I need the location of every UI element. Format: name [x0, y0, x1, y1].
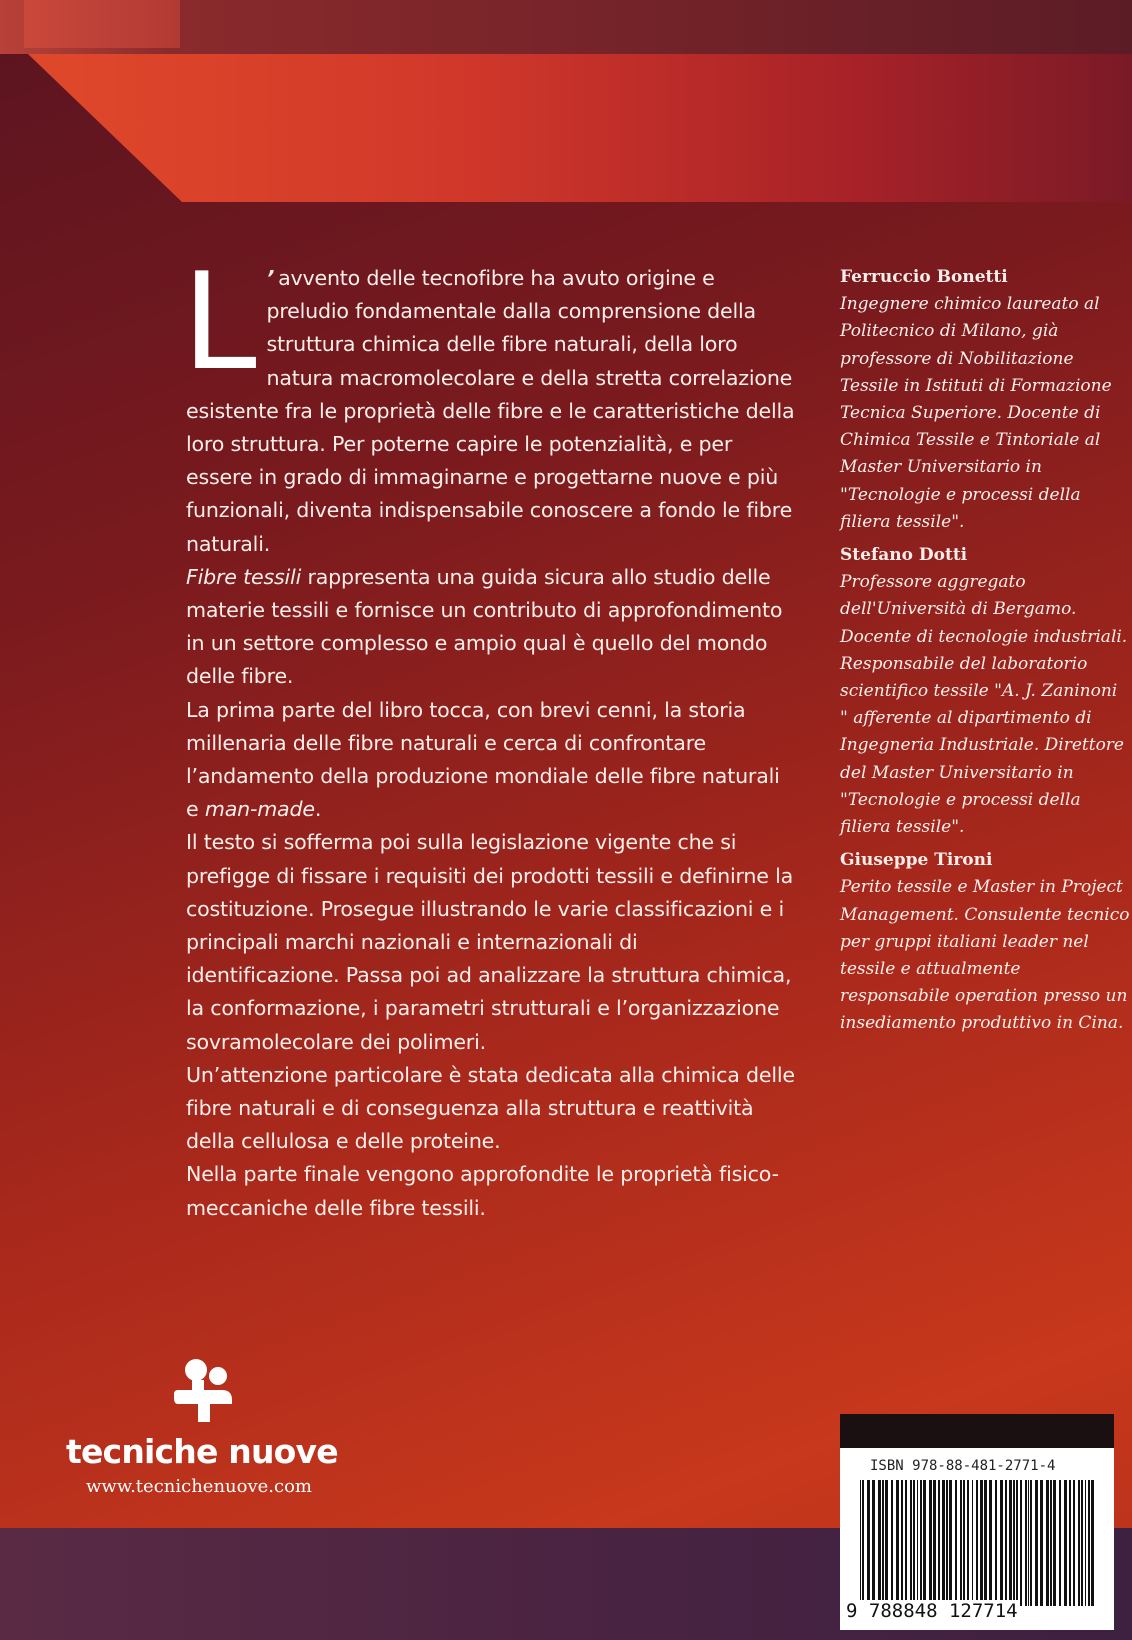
author-name: Ferruccio Bonetti [840, 267, 1008, 287]
author-bio: Ingegnere chimico laureato al Politecnico di Milano, già professore di Nobilitazione Tessile in Istituti di Formazione Tecnica Superiore. Docente di Chimica Tessile e Tintoriale al Master Universitario in "Tecnologie e processi della filiera tessile". [840, 294, 1112, 532]
publisher-url[interactable]: www.tecnichenuove.com [86, 1476, 313, 1497]
author-entry [840, 847, 1130, 1037]
author-name: Giuseppe Tironi [840, 850, 993, 871]
authors-column [840, 264, 1130, 1044]
barcode-bars [858, 1480, 1098, 1606]
ribbon-banner [0, 54, 1132, 202]
barcode-header-strip [840, 1414, 1114, 1448]
author-entry [840, 542, 1130, 841]
description-text [182, 244, 796, 1225]
paragraph-3: La prima parte del libro tocca, con brevi cenni, la storia millenaria delle fibre naturali e cerca di confrontare l’andamento della produzione mondiale delle fibre naturali e man-made. [186, 697, 780, 822]
publisher-name: tecniche nuove [66, 1432, 338, 1471]
author-entry [840, 264, 1130, 536]
paragraph-4: Il testo si sofferma poi sulla legislazione vigente che si prefigge di fissare i requisiti dei prodotti tessili e definirne la costituzione. Prosegue illustrando le varie classificazioni e i principali marchi nazionali e internazionali di identificazione. Passa poi ad analizzare la struttura chimica, la conformazione, i parametri strutturali e l’organizzazione sovramolecolare dei polimeri. [186, 830, 794, 1054]
publisher-cross-icon [170, 1354, 240, 1424]
author-bio: Professore aggregato dell'Università di Bergamo. Docente di tecnologie industriali. Responsabile del laboratorio scientifico tessile "A. J. Zaninoni " afferente al dipartimento di Ingegneria Industriale. Direttore del Master Universitario in "Tecnologie e processi della filiera tessile". [840, 572, 1128, 838]
paragraph-6: Nella parte finale vengono approfondite le proprietà fisico-meccaniche delle fibre tessili. [186, 1162, 779, 1220]
paragraph-1: ’ avvento delle tecnofibre ha avuto origine e preludio fondamentale dalla comprensione della struttura chimica delle fibre naturali, della loro natura macromolecolare e della stretta correlazione esistente fra le proprietà delle fibre e le caratteristiche della loro struttura. Per poterne capire le potenzialità, e per essere in grado di immaginarne e progettarne nuove e più funzionali, diventa indispensabile conoscere a fondo le fibre naturali. [186, 266, 795, 556]
author-name: Stefano Dotti [840, 545, 968, 566]
barcode-digits: 9 788848 127714 [846, 1600, 1018, 1622]
barcode-label [840, 1414, 1114, 1630]
top-tab-accent [24, 0, 180, 48]
apostrophe-mark: ’ [266, 266, 275, 290]
isbn-text: ISBN 978-88-481-2771-4 [870, 1458, 1056, 1474]
paragraph-5: Un’attenzione particolare è stata dedicata alla chimica delle fibre naturali e di conseguenza alla struttura e reattività della cellulosa e delle proteine. [186, 1062, 795, 1154]
author-bio: Perito tessile e Master in Project Management. Consulente tecnico per gruppi italiani leader nel tessile e attualmente responsabile operation presso un insediamento produttivo in Cina. [840, 877, 1130, 1034]
book-title-italic: Fibre tessili [186, 564, 302, 589]
top-band [0, 0, 1132, 54]
dropcap-letter: L [182, 244, 257, 400]
paragraph-2: Fibre tessili rappresenta una guida sicura allo studio delle materie tessili e fornisce un contributo di approfondimento in un settore complesso e ampio qual è quello del mondo delle fibre. [186, 564, 783, 689]
